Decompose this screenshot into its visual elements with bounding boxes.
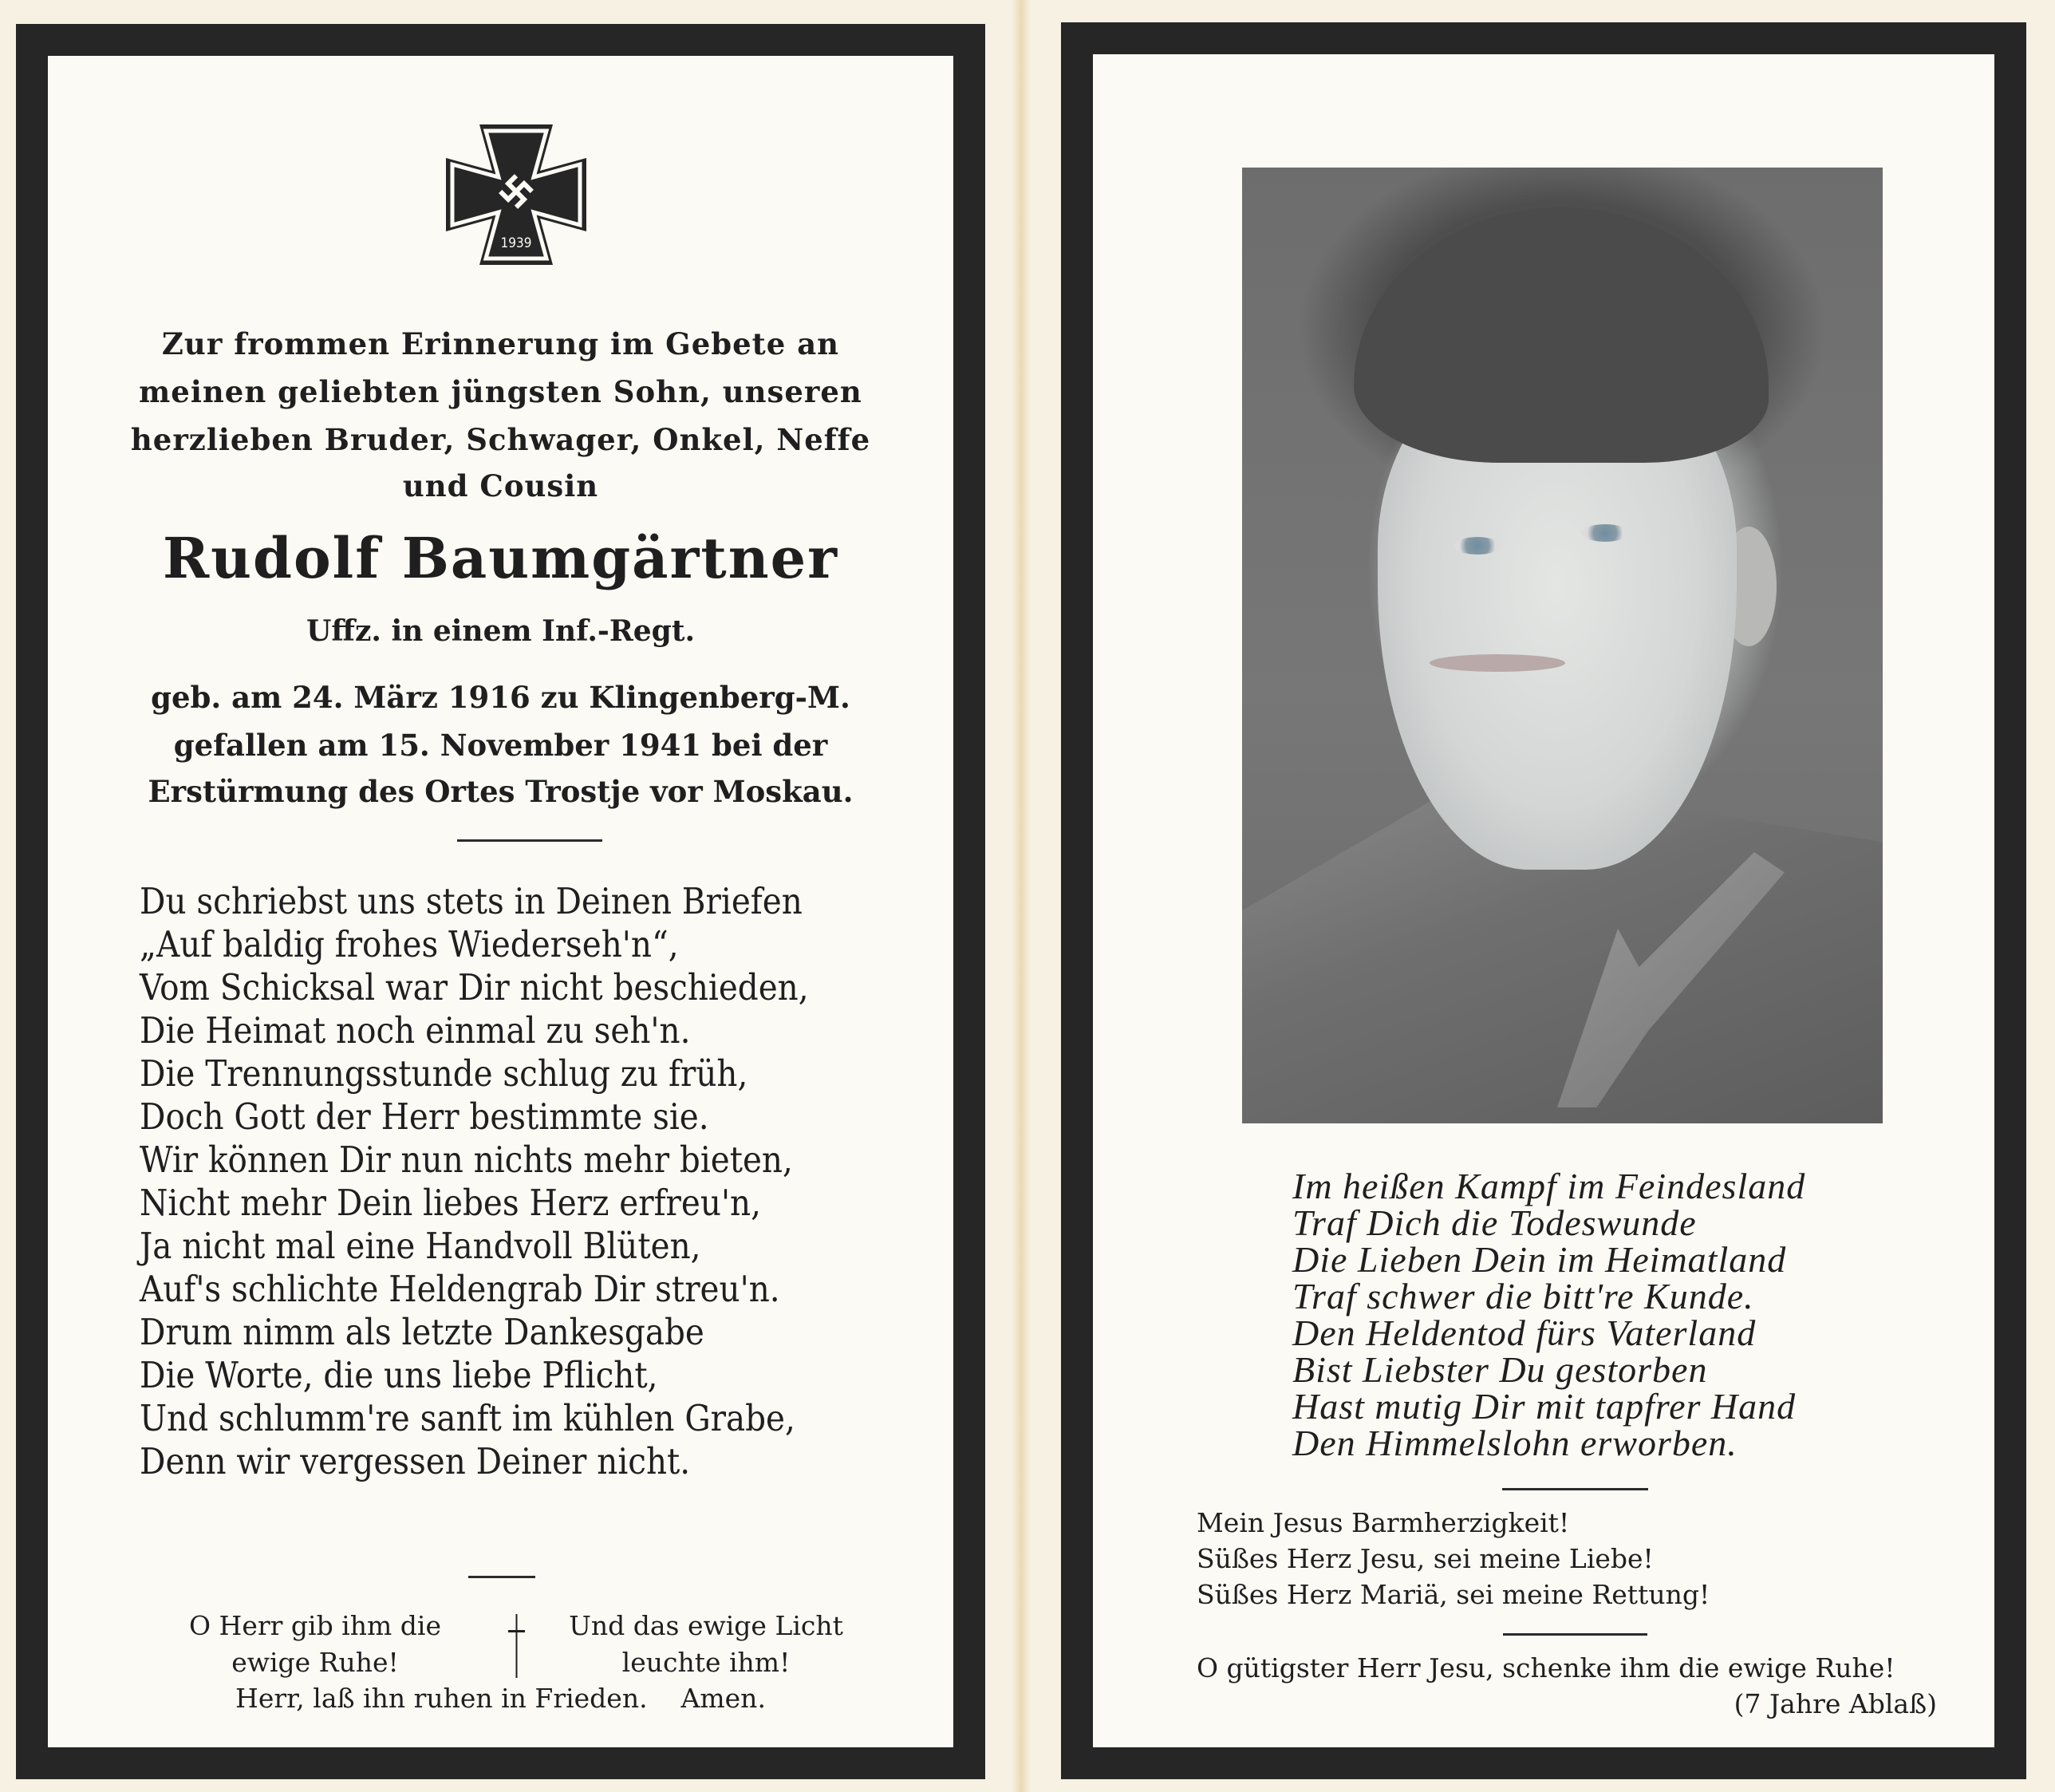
prayer-left-line: ewige Ruhe!: [231, 1647, 399, 1678]
poem-line: Doch Gott der Herr bestimmte sie.: [140, 1095, 709, 1138]
verse-line: Den Heldentod fürs Vaterland: [1292, 1312, 1757, 1353]
verse-line: Die Lieben Dein im Heimatland: [1292, 1239, 1787, 1280]
intro-line: Zur frommen Erinnerung im Gebete an: [161, 326, 840, 361]
iron-cross-icon: [443, 121, 590, 268]
intro-line: herzlieben Bruder, Schwager, Onkel, Neffe: [130, 422, 871, 457]
paper-fold-stain: [1012, 0, 1031, 1792]
poem-line: Und schlumm're sanft im kühlen Grabe,: [140, 1397, 795, 1439]
prayer-line: Süßes Herz Jesu, sei meine Liebe!: [1197, 1543, 1654, 1574]
divider: [468, 1576, 535, 1578]
verse-line: Bist Liebster Du gestorben: [1292, 1349, 1708, 1390]
poem-line: Die Trennungsstunde schlug zu früh,: [140, 1052, 748, 1095]
prayer-line: Mein Jesus Barmherzigkeit!: [1197, 1507, 1570, 1538]
poem-line: Die Heimat noch einmal zu seh'n.: [140, 1009, 691, 1052]
portrait-photo: [1242, 168, 1883, 1123]
poem-line: Denn wir vergessen Deiner nicht.: [140, 1440, 691, 1482]
memorial-card-text-side: [16, 24, 985, 1779]
verse-line: Den Himmelslohn erworben.: [1292, 1423, 1737, 1463]
prayer-right-line: leuchte ihm!: [621, 1647, 791, 1678]
verse-line: Traf Dich die Todeswunde: [1292, 1202, 1697, 1243]
intro-line: meinen geliebten jüngsten Sohn, unseren: [139, 374, 862, 409]
poem-line: Nicht mehr Dein liebes Herz erfreu'n,: [140, 1182, 761, 1224]
death-place-line: Erstürmung des Ortes Trostje vor Moskau.: [148, 774, 854, 809]
prayer-right-line: Und das ewige Licht: [569, 1610, 843, 1641]
final-prayer: O gütigster Herr Jesu, schenke ihm die ewige Ruhe!: [1197, 1652, 1895, 1683]
divider: [1503, 1633, 1647, 1636]
military-rank: Uffz. in einem Inf.-Regt.: [306, 614, 695, 648]
poem-line: Drum nimm als letzte Dankesgabe: [140, 1311, 704, 1353]
verse-line: Hast mutig Dir mit tapfrer Hand: [1292, 1386, 1797, 1427]
death-line: gefallen am 15. November 1941 bei der: [173, 728, 828, 763]
eye: [1581, 524, 1629, 542]
intro-line: und Cousin: [402, 468, 599, 503]
prayer-line: Süßes Herz Mariä, sei meine Rettung!: [1197, 1579, 1710, 1610]
poem-line: Ja nicht mal eine Handvoll Blüten,: [140, 1225, 701, 1267]
prayer-bottom-line: Herr, laß ihn ruhen in Frieden. Amen.: [235, 1683, 766, 1714]
poem-line: Wir können Dir nun nichts mehr bieten,: [140, 1139, 793, 1181]
verse-line: Traf schwer die bitt're Kunde.: [1292, 1276, 1754, 1316]
birth-line: geb. am 24. März 1916 zu Klingenberg-M.: [151, 680, 850, 715]
poem-line: Die Worte, die uns liebe Pflicht,: [140, 1354, 658, 1396]
poem-line: Du schriebst uns stets in Deinen Briefen: [140, 880, 803, 922]
indulgence-note: (7 Jahre Ablaß): [1734, 1688, 1937, 1719]
latin-cross-icon: [508, 1614, 526, 1678]
deceased-name: Rudolf Baumgärtner: [162, 525, 839, 591]
hair: [1354, 207, 1769, 463]
poem-line: „Auf baldig frohes Wiederseh'n“,: [140, 923, 679, 965]
verse-line: Im heißen Kampf im Feindesland: [1292, 1166, 1806, 1206]
poem-line: Auf's schlichte Heldengrab Dir streu'n.: [140, 1268, 780, 1310]
mouth: [1430, 654, 1565, 672]
divider: [457, 839, 602, 842]
poem-line: Vom Schicksal war Dir nicht beschieden,: [140, 966, 809, 1008]
divider: [1502, 1488, 1648, 1490]
memorial-card-photo-side: [1061, 22, 2026, 1779]
svg-text:1939: 1939: [500, 235, 532, 251]
prayer-left-line: O Herr gib ihm die: [189, 1610, 441, 1641]
eye: [1453, 537, 1501, 555]
